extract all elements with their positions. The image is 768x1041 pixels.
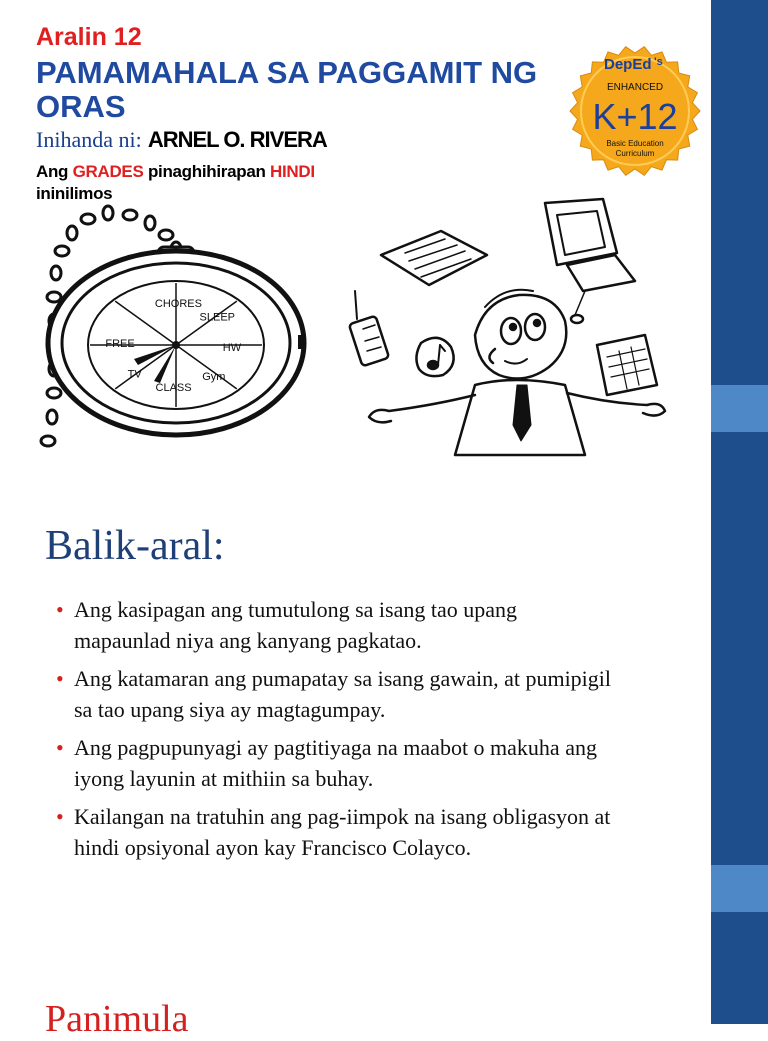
badge-brand-suffix: 's <box>654 56 663 68</box>
lesson-number: Aralin 12 <box>36 23 142 51</box>
quote-part-3: ininilimos <box>36 184 113 203</box>
prepared-by <box>36 127 327 153</box>
review-bullet-item <box>56 594 616 656</box>
right-sidebar-bar <box>711 0 768 1024</box>
bullet-dot-icon: • <box>56 597 64 622</box>
dial-label: HW <box>222 341 242 354</box>
cellphone-doodle <box>349 291 389 366</box>
review-bullet-list <box>56 594 616 870</box>
pocket-watch-illustration <box>26 205 326 467</box>
badge-line-2: Curriculum <box>615 149 655 158</box>
cover-quote <box>36 161 416 203</box>
prepared-by-label: Inihanda ni: <box>36 127 142 152</box>
badge-line-1: Basic Education <box>606 139 664 148</box>
watch-center-pin <box>172 341 180 349</box>
bullet-dot-icon: • <box>56 735 64 760</box>
music-note-doodle <box>416 338 453 376</box>
calculator-doodle <box>597 335 657 395</box>
author-name: ARNEL O. RIVERA <box>147 127 327 152</box>
quote-hindi: HINDI <box>270 162 315 181</box>
dial-label: SLEEP <box>199 311 236 324</box>
sidebar-accent-lower <box>711 865 768 912</box>
quote-grades: GRADES <box>72 162 144 181</box>
computer-doodle <box>545 199 635 323</box>
watch-side-knob <box>298 335 306 349</box>
bullet-text: Ang kasipagan ang tumutulong sa isang tao upang mapaunlad niya ang kanyang pagkatao. <box>74 597 517 653</box>
dial-label: CHORES <box>154 298 202 311</box>
review-heading: Balik-aral: <box>45 523 225 569</box>
bullet-text: Ang katamaran ang pumapatay sa isang gawain, at pumipigil sa tao upang siya ay magtagumpay. <box>74 666 612 722</box>
review-slide <box>0 470 711 1040</box>
dial-label: CLASS <box>155 381 192 394</box>
dial-label: FREE <box>105 338 135 351</box>
dial-label: TV <box>127 368 142 381</box>
busy-man-illustration <box>345 195 675 465</box>
bullet-dot-icon: • <box>56 804 64 829</box>
intro-heading: Panimula <box>45 998 189 1040</box>
deped-k12-badge-logo <box>570 33 700 185</box>
quote-part-2: pinaghihirapan <box>143 162 271 181</box>
badge-brand: DepEd <box>604 56 652 73</box>
quote-part-1: Ang <box>36 162 73 181</box>
lesson-title: PAMAMAHALA SA PAGGAMIT NG ORAS <box>36 55 538 124</box>
badge-k12: K+12 <box>592 96 678 137</box>
bullet-text: Kailangan na tratuhin ang pag-iimpok na isang obligasyon at hindi opsiyonal ayon kay Francisco Colayco. <box>74 804 611 860</box>
review-bullet-item <box>56 732 616 794</box>
bullet-text: Ang pagpupunyagi ay pagtitiyaga na maabot o makuha ang iyong layunin at mithiin sa buhay. <box>74 735 597 791</box>
sidebar-accent-upper <box>711 385 768 432</box>
bullet-dot-icon: • <box>56 666 64 691</box>
review-bullet-item <box>56 663 616 725</box>
cover-slide <box>0 0 711 470</box>
badge-enhanced: ENHANCED <box>606 82 664 93</box>
review-bullet-item <box>56 801 616 863</box>
dial-label: Gym <box>202 370 226 383</box>
papers-doodle <box>381 231 487 285</box>
